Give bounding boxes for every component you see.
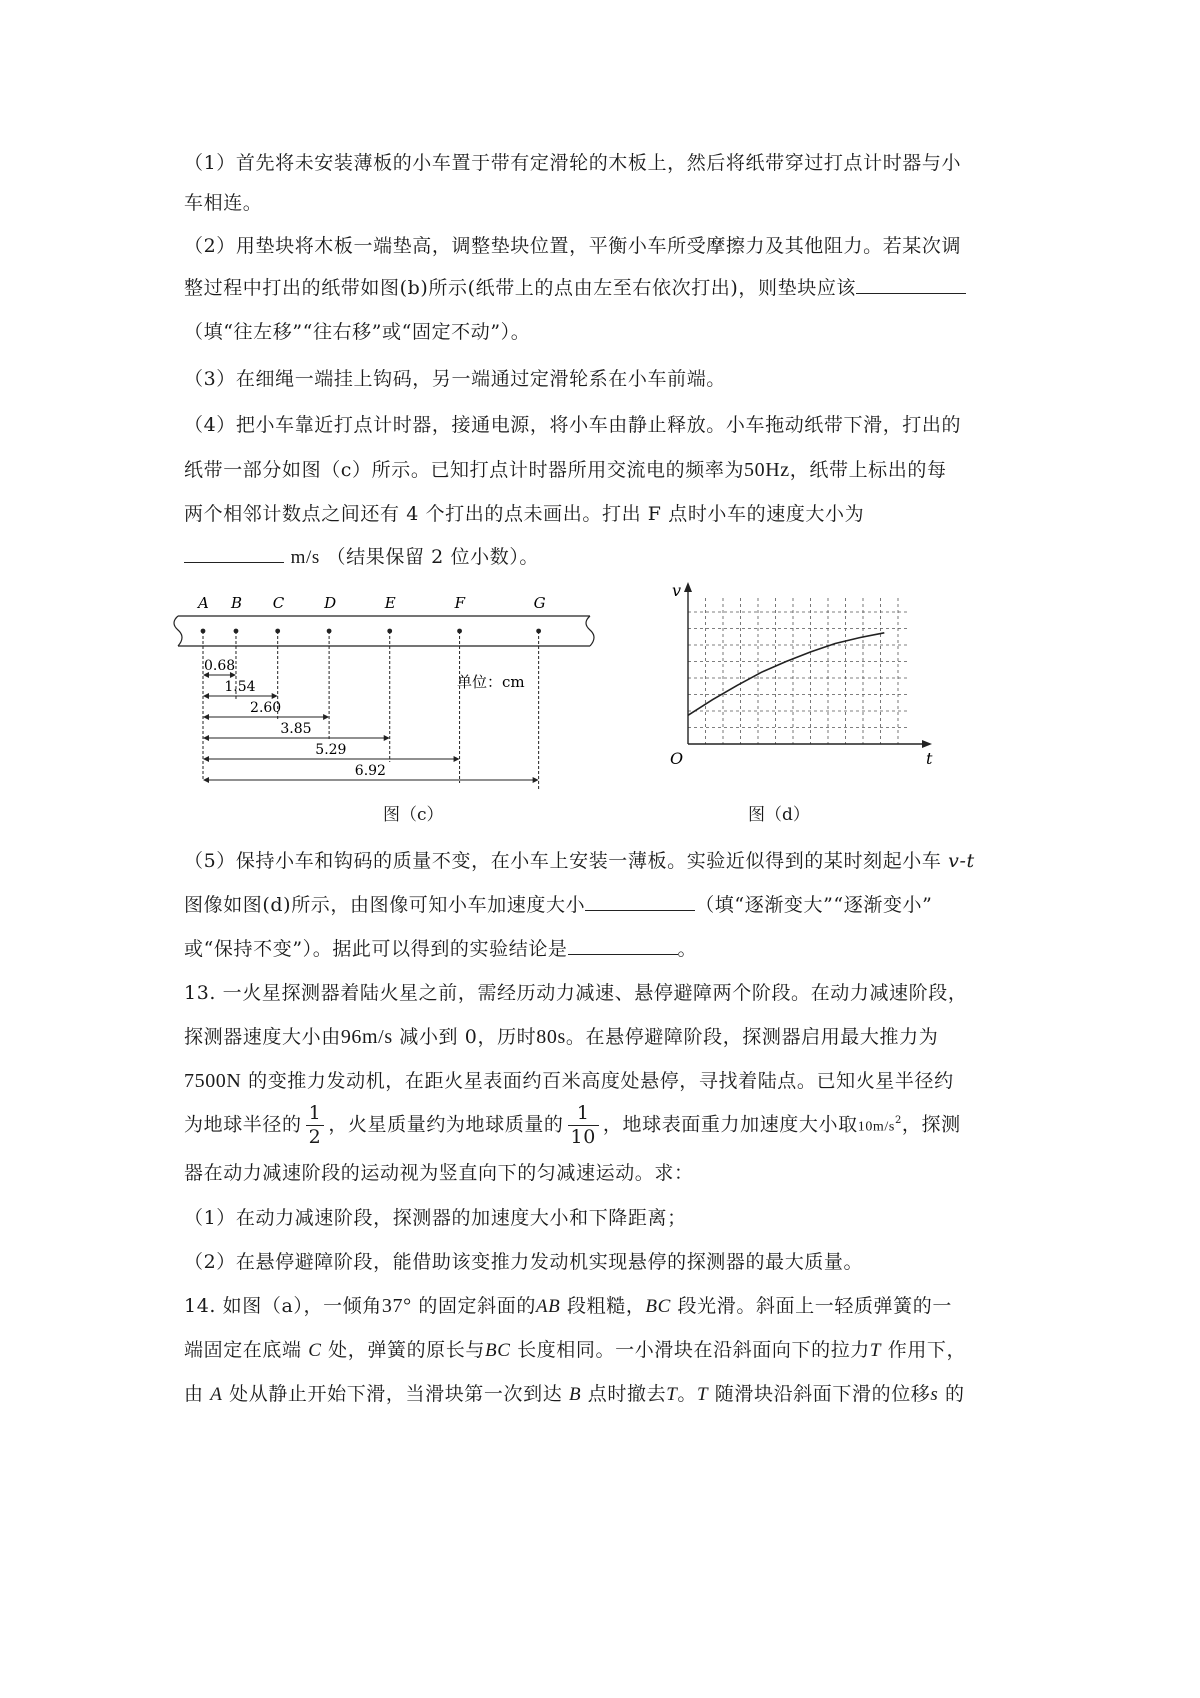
q14-line3-b: 处从静止开始下滑，当滑块第一次到达 [222,1383,569,1405]
q13-line2-a: 探测器速度大小由 [184,1026,341,1048]
q12-part4-line4-rest: （结果保留 2 位小数）。 [326,546,540,568]
q13-line2-c: 。在悬停避障阶段，探测器启用最大推力为 [565,1026,939,1048]
q13-line1: 13. 一火星探测器着陆火星之前，需经历动力减速、悬停避障两个阶段。在动力减速阶段， [184,982,968,1004]
arrowhead [203,735,209,741]
figure-d-caption: 图（d） [748,805,810,825]
q12-part4-line2-b: ，纸带上标出的每 [789,459,947,481]
q13-line2-b: 减小到 0，历时 [392,1026,537,1048]
unit-label: 单位：cm [457,673,525,691]
q12-part4-line1: （4）把小车靠近打点计时器，接通电源，将小车由静止释放。小车拖动纸带下滑，打出的 [184,414,962,436]
fraction-denominator: 10 [570,1126,596,1148]
point-label-G: G [533,594,546,612]
q12-part2-line2 [184,273,966,300]
tape-left-break [174,616,182,646]
q12-part1-line2: 车相连。 [184,192,263,214]
thrust-value: 7500N [184,1070,242,1092]
fraction-denominator: 2 [308,1126,322,1148]
q14-line2-a: 端固定在底端 [184,1339,309,1361]
q12-part5-line3-a: 或“保持不变”）。据此可以得到的实验结论是 [184,938,568,960]
velocity-unit: m/s [290,547,320,568]
q14-line1 [184,1291,952,1318]
initial-speed: 96m/s [340,1026,393,1048]
answer-blank[interactable] [184,542,284,563]
gravity-exponent: 2 [894,1115,902,1127]
distance-label: 5.29 [315,742,347,758]
x-axis-label: t [926,749,933,768]
arrowhead [203,693,209,699]
q12-part4-line2-a: 纸带一部分如图（c）所示。已知打点计时器所用交流电的频率为 [184,459,745,481]
answer-blank[interactable] [585,890,695,911]
arrowhead [454,756,460,762]
distance-label: 2.60 [250,700,282,716]
figure-c-caption: 图（c） [383,805,444,825]
q12-part5-line1-a: （5）保持小车和钩码的质量不变，在小车上安装一薄板。实验近似得到的某时刻起小车 [184,850,949,872]
arrowhead [533,777,539,783]
q12-part2-line2-text: 整过程中打出的纸带如图(b)所示(纸带上的点由左至右依次打出)，则垫块应该 [184,277,857,299]
gravity-value: 10m/s [857,1119,895,1135]
q12-part5-line2 [184,890,932,917]
distance-label: 6.92 [354,763,386,779]
q14-line3-a: 由 [184,1383,211,1405]
answer-blank[interactable] [568,934,678,955]
arrowhead [203,756,209,762]
q13-question1: （1）在动力减速阶段，探测器的加速度大小和下降距离； [184,1207,687,1229]
time-value: 80s [536,1026,566,1048]
q13-line4-a: 为地球半径的 [184,1113,302,1136]
x-axis-arrow [922,740,932,748]
point-label-F: F [454,594,465,612]
q12-part5-line2-b: （填“逐渐变大”“逐渐变小” [695,894,933,916]
y-axis-arrow [684,582,692,592]
q14-line2-d: 作用下， [881,1339,967,1361]
arrowhead [323,714,329,720]
arrowhead [203,714,209,720]
tape-right-break [586,616,594,646]
vt-symbol: v-t [948,850,975,872]
force-t: T [869,1340,882,1361]
q13-line3 [184,1066,954,1093]
force-t: T [666,1384,678,1405]
point-a: A [210,1384,223,1405]
q12-part4-line3: 两个相邻计数点之间还有 4 个打出的点未画出。打出 F 点时小车的速度大小为 [184,503,865,525]
segment-ab: AB [535,1296,561,1317]
q14-line2-b: 处，弹簧的原长与 [321,1339,485,1361]
point-label-B: B [230,594,243,612]
fraction-one-tenth [568,1102,599,1149]
q14-line2-c: 长度相同。一小滑块在沿斜面向下的拉力 [510,1339,870,1361]
q12-part4-line2 [184,455,947,482]
q13-line2 [184,1022,938,1049]
q12-part1-line1: （1）首先将未安装薄板的小车置于带有定滑轮的木板上，然后将纸带穿过打点计时器与小 [184,152,962,174]
displacement-s: s [930,1384,939,1405]
q13-question2: （2）在悬停避障阶段，能借助该变推力发动机实现悬停的探测器的最大质量。 [184,1251,864,1273]
answer-blank[interactable] [856,273,966,294]
figure-d-vt-graph [660,580,950,780]
incline-angle: 37° [381,1295,412,1317]
q14-line3-c: 点时撤去 [581,1383,667,1405]
point-c: C [308,1340,322,1361]
q12-part2-line3: （填“往左移”“往右移”或“固定不动”）。 [184,321,531,343]
q14-line1-c: 段粗糙， [560,1295,646,1317]
y-axis-label: v [672,581,682,600]
q12-part3: （3）在细绳一端挂上钩码，另一端通过定滑轮系在小车前端。 [184,368,726,390]
q13-line4 [184,1102,961,1149]
fraction-numerator: 1 [568,1102,599,1126]
arrowhead [384,735,390,741]
q13-line4-c: ，地球表面重力加速度大小取 [602,1113,858,1136]
origin-label: O [670,749,684,768]
q13-line4-b: ，火星质量约为地球质量的 [328,1113,564,1136]
point-label-D: D [324,594,337,612]
point-label-E: E [384,594,396,612]
q13-line3-b: 的变推力发动机，在距火星表面约百米高度处悬停，寻找着陆点。已知火星半径约 [241,1070,954,1092]
figure-c-paper-tape [170,590,650,790]
q12-part5-line3-b: 。 [677,938,698,960]
q14-line1-d: 段光滑。斜面上一轻质弹簧的一 [670,1295,952,1317]
q12-part4-line4 [184,542,539,569]
q14-line1-b: 的固定斜面的 [411,1295,536,1317]
force-t: T [697,1384,709,1405]
q12-part5-line1 [184,846,975,873]
q14-line3-e: 随滑块沿斜面下滑的位移 [708,1383,931,1405]
point-label-C: C [272,594,285,612]
q13-line4-d: ，探测 [901,1113,961,1136]
q14-line3-d: 。 [677,1383,697,1405]
fraction-one-half [306,1102,325,1149]
point-label-A: A [198,594,209,612]
q14-line1-a: 14. 如图（a），一倾角 [184,1295,382,1317]
point-b: B [568,1384,582,1405]
segment-bc: BC [645,1296,671,1317]
arrowhead [272,693,278,699]
q13-line5: 器在动力减速阶段的运动视为竖直向下的匀减速运动。求： [184,1162,694,1184]
frequency-value: 50Hz [744,459,790,481]
q14-line3-f: 的 [938,1383,965,1405]
distance-label: 1.54 [224,679,256,695]
segment-bc: BC [484,1340,511,1361]
fraction-numerator: 1 [306,1102,325,1126]
q14-line2 [184,1335,966,1362]
q12-part5-line3 [184,934,697,961]
distance-label: 3.85 [280,721,312,737]
distance-label: 0.68 [204,658,236,674]
arrowhead [203,777,209,783]
q14-line3 [184,1379,965,1406]
q12-part2-line1: （2）用垫块将木板一端垫高，调整垫块位置，平衡小车所受摩擦力及其他阻力。若某次调 [184,235,962,257]
q12-part5-line2-a: 图像如图(d)所示，由图像可知小车加速度大小 [184,894,586,916]
